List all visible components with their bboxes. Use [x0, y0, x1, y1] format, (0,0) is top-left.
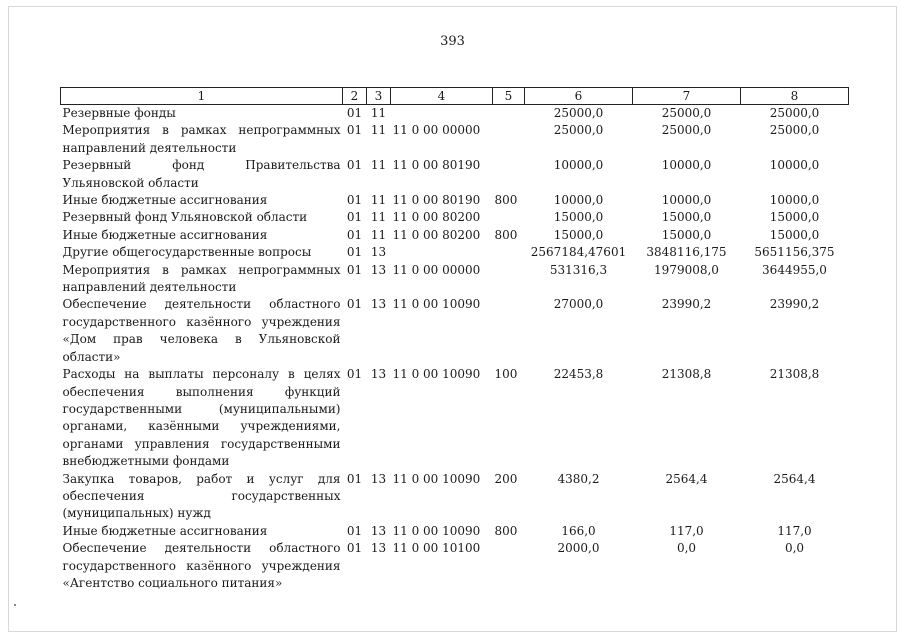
section-cell: 01	[346, 123, 363, 138]
row-name-cell: Резервный фонд Правительства Ульяновской области	[62, 158, 341, 190]
table-row	[61, 105, 849, 123]
amount-cell: 166,0	[561, 523, 596, 538]
section-cell: 01	[346, 245, 363, 260]
subsection-cell: 11	[370, 158, 387, 173]
amount-cell: 23990,2	[661, 297, 712, 312]
budget-table	[60, 87, 849, 592]
amount-cell: 25000,0	[769, 106, 820, 120]
amount-cell: 25000,0	[553, 123, 604, 138]
amount-cell: 4380,2	[557, 471, 600, 486]
amount-cell: 0,0	[784, 541, 805, 556]
section-cell: 01	[346, 523, 363, 538]
amount-cell: 25000,0	[553, 106, 604, 120]
amount-cell: 25000,0	[661, 106, 712, 120]
table-row	[61, 192, 849, 209]
expense-type-cell: 800	[494, 523, 518, 538]
amount-cell: 117,0	[777, 523, 812, 538]
target-article-cell: 11 0 00 10090	[392, 471, 481, 486]
amount-cell: 22453,8	[553, 367, 604, 382]
expense-type-cell	[493, 105, 525, 123]
column-header: 2	[343, 88, 367, 105]
table-row	[61, 227, 849, 244]
column-header: 4	[391, 88, 493, 105]
amount-cell: 3644955,0	[762, 262, 827, 277]
table-row	[61, 209, 849, 226]
amount-cell: 10000,0	[769, 193, 820, 208]
subsection-cell: 11	[370, 123, 387, 138]
amount-cell: 21308,8	[769, 367, 820, 382]
column-header: 5	[493, 88, 525, 105]
target-article-cell: 11 0 00 00000	[392, 262, 481, 277]
amount-cell: 10000,0	[553, 158, 604, 173]
amount-cell: 23990,2	[769, 297, 820, 312]
amount-cell: 10000,0	[661, 158, 712, 173]
subsection-cell: 13	[370, 367, 387, 382]
page-number: 393	[440, 34, 465, 49]
column-header: 7	[633, 88, 741, 105]
amount-cell: 2000,0	[557, 541, 600, 556]
row-name-cell: Закупка товаров, работ и услуг для обеспечения государственных (муниципальных) нужд	[62, 471, 341, 521]
section-cell: 01	[346, 262, 363, 277]
subsection-cell: 13	[370, 471, 387, 486]
section-cell: 01	[346, 471, 363, 486]
subsection-cell: 11	[370, 227, 387, 242]
target-article-cell: 11 0 00 10100	[392, 541, 481, 556]
target-article-cell	[391, 244, 493, 261]
table-row	[61, 244, 849, 261]
target-article-cell	[391, 105, 493, 123]
amount-cell: 531316,3	[549, 262, 608, 277]
target-article-cell: 11 0 00 10090	[392, 523, 481, 538]
row-name-cell: Резервный фонд Ульяновской области	[62, 210, 308, 225]
row-name-cell: Обеспечение деятельности областного государственного казённого учреждения «Дом прав человека в Ульяновской области»	[62, 297, 341, 364]
section-cell: 01	[346, 227, 363, 242]
subsection-cell: 11	[370, 210, 387, 225]
expense-type-cell: 800	[494, 193, 518, 208]
amount-cell: 21308,8	[661, 367, 712, 382]
subsection-cell: 13	[370, 523, 387, 538]
expense-type-cell: 800	[494, 227, 518, 242]
amount-cell: 3848116,175	[646, 245, 727, 260]
subsection-cell: 11	[370, 106, 387, 120]
expense-type-cell	[493, 209, 525, 226]
amount-cell: 15000,0	[553, 210, 604, 225]
section-cell: 01	[346, 158, 363, 173]
amount-cell: 2564,4	[665, 471, 708, 486]
amount-cell: 5651156,375	[754, 245, 835, 260]
table-row	[61, 157, 849, 192]
expense-type-cell	[493, 157, 525, 192]
amount-cell: 10000,0	[769, 158, 820, 173]
row-name-cell: Резервные фонды	[62, 106, 176, 120]
expense-type-cell	[493, 122, 525, 157]
section-cell: 01	[346, 210, 363, 225]
expense-type-cell: 100	[494, 367, 518, 382]
scan-dot	[14, 604, 16, 606]
amount-cell: 15000,0	[661, 210, 712, 225]
section-cell: 01	[346, 297, 363, 312]
row-name-cell: Мероприятия в рамках непрограммных направлений деятельности	[62, 123, 341, 155]
amount-cell: 27000,0	[553, 297, 604, 312]
amount-cell: 15000,0	[661, 227, 712, 242]
column-header: 1	[61, 88, 343, 105]
row-name-cell: Иные бюджетные ассигнования	[62, 227, 268, 242]
amount-cell: 25000,0	[661, 123, 712, 138]
row-name-cell: Мероприятия в рамках непрограммных направлений деятельности	[62, 262, 341, 295]
expense-type-cell: 200	[494, 471, 518, 486]
table-row	[61, 262, 849, 297]
amount-cell: 25000,0	[769, 123, 820, 138]
subsection-cell: 13	[370, 245, 387, 260]
expense-type-cell	[493, 262, 525, 297]
section-cell: 01	[346, 106, 363, 120]
section-cell: 01	[346, 367, 363, 382]
amount-cell: 15000,0	[769, 210, 820, 225]
target-article-cell: 11 0 00 80190	[392, 193, 481, 208]
amount-cell: 15000,0	[769, 227, 820, 242]
table-row	[61, 540, 849, 592]
target-article-cell: 11 0 00 00000	[392, 123, 481, 138]
table-row	[61, 366, 849, 470]
amount-cell: 1979008,0	[654, 262, 719, 277]
table-header-row	[61, 88, 849, 105]
target-article-cell: 11 0 00 10090	[392, 297, 481, 312]
amount-cell: 117,0	[669, 523, 704, 538]
amount-cell: 15000,0	[553, 227, 604, 242]
expense-type-cell	[493, 244, 525, 261]
expense-type-cell	[493, 296, 525, 366]
row-name-cell: Расходы на выплаты персоналу в целях обеспечения выполнения функций государственными (муниципальными) органами, казёнными учреждениями, органами управления государственными внебюджетными фондами	[62, 367, 341, 469]
amount-cell: 0,0	[676, 541, 697, 556]
column-header: 6	[525, 88, 633, 105]
amount-cell: 10000,0	[661, 193, 712, 208]
expense-type-cell	[493, 540, 525, 592]
amount-cell: 2567184,47601	[530, 245, 627, 260]
subsection-cell: 13	[370, 262, 387, 277]
section-cell: 01	[346, 193, 363, 208]
target-article-cell: 11 0 00 80200	[392, 210, 481, 225]
target-article-cell: 11 0 00 10090	[392, 367, 481, 382]
subsection-cell: 13	[370, 541, 387, 556]
table-body	[61, 105, 849, 593]
subsection-cell: 11	[370, 193, 387, 208]
section-cell: 01	[346, 541, 363, 556]
target-article-cell: 11 0 00 80190	[392, 158, 481, 173]
amount-cell: 2564,4	[773, 471, 816, 486]
row-name-cell: Иные бюджетные ассигнования	[62, 193, 268, 208]
table-row	[61, 122, 849, 157]
table-row	[61, 523, 849, 540]
row-name-cell: Обеспечение деятельности областного государственного казённого учреждения «Агентство социального питания»	[62, 541, 341, 590]
table-row	[61, 296, 849, 366]
target-article-cell: 11 0 00 80200	[392, 227, 481, 242]
table-row	[61, 471, 849, 523]
column-header: 8	[741, 88, 849, 105]
subsection-cell: 13	[370, 297, 387, 312]
column-header: 3	[367, 88, 391, 105]
row-name-cell: Иные бюджетные ассигнования	[62, 523, 268, 538]
row-name-cell: Другие общегосударственные вопросы	[62, 245, 312, 260]
amount-cell: 10000,0	[553, 193, 604, 208]
